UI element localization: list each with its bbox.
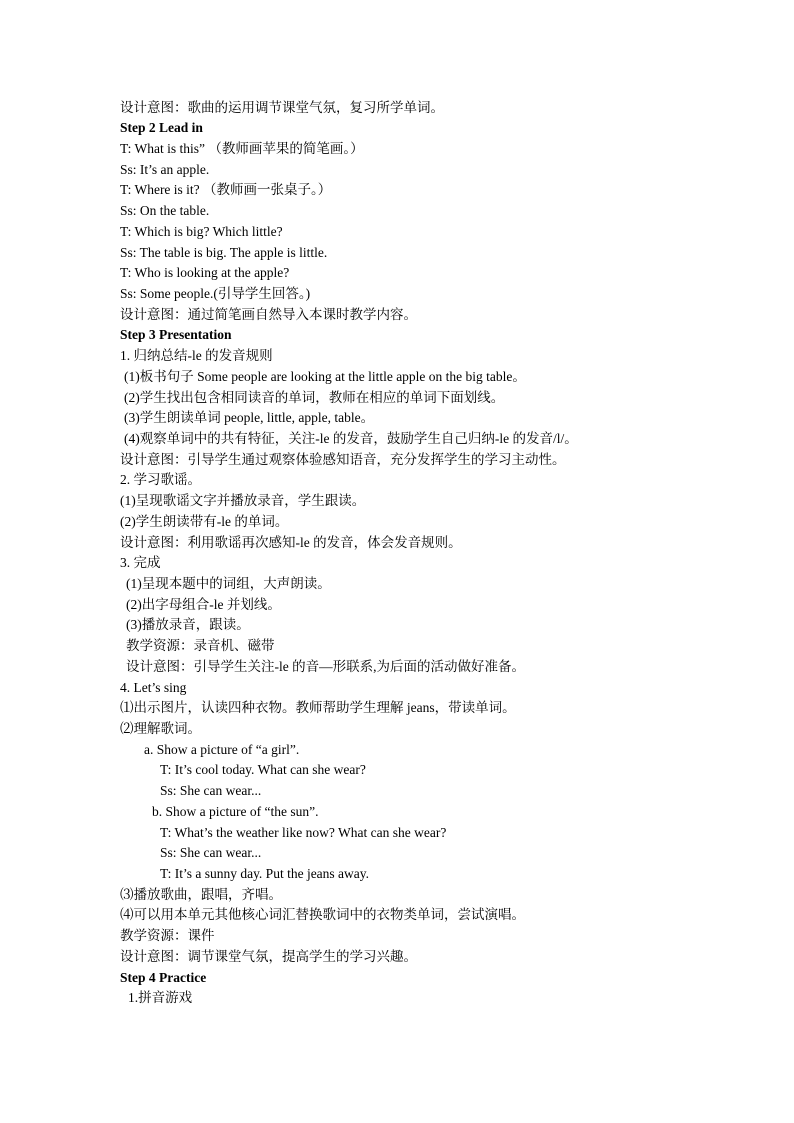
list-item: (3)播放录音，跟读。 (126, 617, 250, 632)
list-item: (1)呈现本题中的词组，大声朗读。 (126, 576, 331, 591)
dialogue-line: Ss: The table is big. The apple is little. (120, 245, 328, 260)
sub-item: a. Show a picture of “a girl”. (144, 742, 300, 757)
dialogue-line: T: Who is looking at the apple? (120, 265, 290, 280)
dialogue-line: T: What’s the weather like now? What can she wear? (160, 825, 447, 840)
design-intent-5: 设计意图：引导学生关注-le 的音—形联系,为后面的活动做好准备。 (126, 659, 525, 674)
design-intent-3: 设计意图：引导学生通过观察体验感知语音，充分发挥学生的学习主动性。 (120, 452, 566, 467)
list-item: (2)学生朗读带有-le 的单词。 (120, 514, 289, 529)
step-4-heading: Step 4 Practice (120, 970, 207, 985)
list-item: 1.拼音游戏 (128, 990, 193, 1005)
sub-item: b. Show a picture of “the sun”. (152, 804, 319, 819)
dialogue-line: Ss: It’s an apple. (120, 162, 210, 177)
step-3-heading: Step 3 Presentation (120, 327, 232, 342)
list-item: ⑴出示图片，认读四种衣物。教师帮助学生理解 jeans，带读单词。 (120, 700, 516, 715)
dialogue-line: T: Where is it? （教师画一张桌子。） (120, 182, 332, 197)
list-item: (2)学生找出包含相同读音的单词，教师在相应的单词下面划线。 (124, 390, 505, 405)
section-4-heading: 4. Let’s sing (120, 680, 187, 695)
dialogue-line: Ss: She can wear... (160, 845, 262, 860)
design-intent-6: 设计意图：调节课堂气氛，提高学生的学习兴趣。 (120, 949, 417, 964)
dialogue-line: T: It’s cool today. What can she wear? (160, 762, 366, 777)
list-item: (2)出字母组合-le 并划线。 (126, 597, 281, 612)
list-item: (3)学生朗读单词 people, little, apple, table。 (124, 410, 375, 425)
dialogue-line: T: It’s a sunny day. Put the jeans away. (160, 866, 370, 881)
dialogue-line: T: Which is big? Which little? (120, 224, 283, 239)
teaching-resources-2: 教学资源：课件 (120, 928, 215, 943)
teaching-resources-1: 教学资源：录音机、磁带 (126, 638, 275, 653)
section-2-heading: 2. 学习歌谣。 (120, 472, 201, 487)
dialogue-line: Ss: She can wear... (160, 783, 262, 798)
list-item: (1)呈现歌谣文字并播放录音，学生跟读。 (120, 493, 366, 508)
list-item: (4)观察单词中的共有特征，关注-le 的发音，鼓励学生自己归纳-le 的发音/l/。 (124, 431, 578, 446)
list-item: (1)板书句子 Some people are looking at the little apple on the big table。 (124, 369, 526, 384)
list-item: ⑷可以用本单元其他核心词汇替换歌词中的衣物类单词，尝试演唱。 (120, 907, 525, 922)
list-item: ⑶播放歌曲，跟唱，齐唱。 (120, 887, 282, 902)
design-intent-4: 设计意图：利用歌谣再次感知-le 的发音，体会发音规则。 (120, 535, 462, 550)
dialogue-line: T: What is this” （教师画苹果的简笔画。） (120, 141, 364, 156)
list-item: ⑵理解歌词。 (120, 721, 201, 736)
section-1-heading: 1. 归纳总结-le 的发音规则 (120, 348, 273, 363)
design-intent-1: 设计意图：歌曲的运用调节课堂气氛，复习所学单词。 (120, 100, 444, 115)
section-3-heading: 3. 完成 (120, 555, 161, 570)
design-intent-2: 设计意图：通过简笔画自然导入本课时教学内容。 (120, 307, 417, 322)
dialogue-line: Ss: On the table. (120, 203, 210, 218)
step-2-heading: Step 2 Lead in (120, 120, 203, 135)
dialogue-line: Ss: Some people.(引导学生回答。) (120, 286, 311, 301)
